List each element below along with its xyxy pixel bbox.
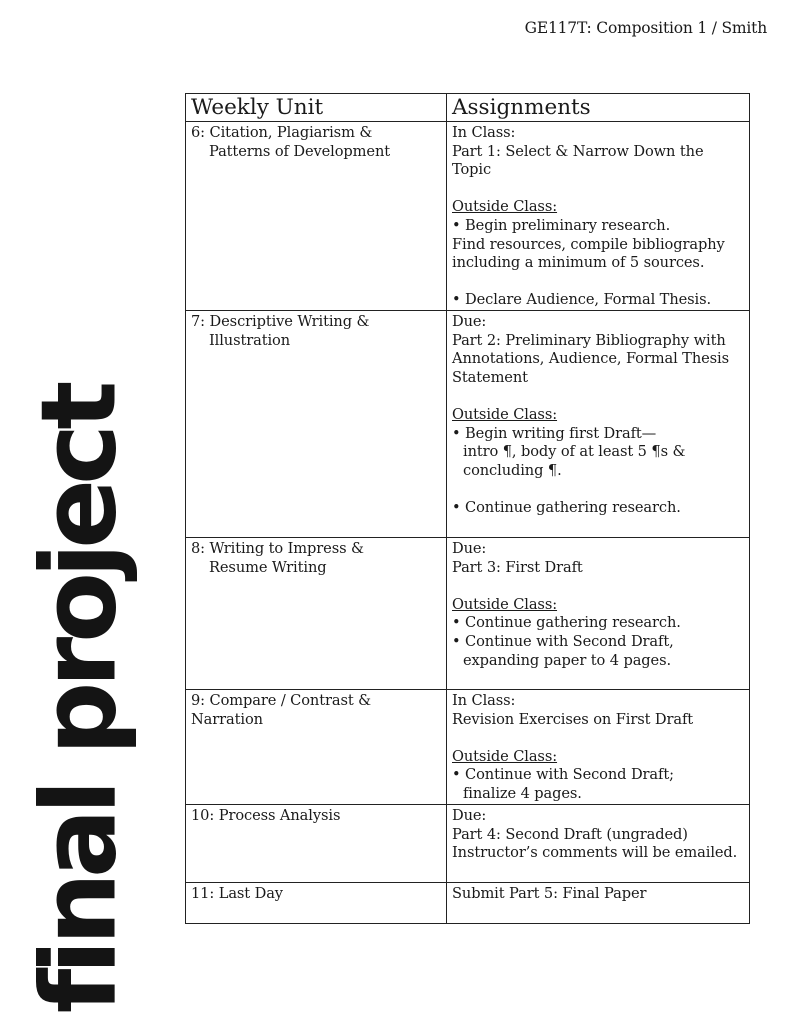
assignments-cell [447,882,750,923]
unit-line: 7: Descriptive Writing & [191,312,370,330]
assignment-line: Due: [452,539,487,557]
assignment-line: Submit Part 5: Final Paper [452,884,647,902]
assignment-line: Part 3: First Draft [452,558,583,576]
unit-line: Patterns of Development [209,142,391,160]
table-row [186,310,750,537]
outside-class-label: Outside Class: [452,747,558,765]
assignment-line: • Continue gathering research. [452,498,681,516]
unit-line: Resume Writing [209,558,327,576]
schedule-table [185,93,750,924]
side-title: final project [19,386,140,1014]
table-header-row [186,94,750,122]
assignment-line: Part 4: Second Draft (ungraded) [452,825,688,843]
column-header-weekly-unit: Weekly Unit [186,94,447,122]
weekly-unit-cell [186,804,447,882]
assignments-cell [447,689,750,804]
assignment-line: • Begin writing first Draft— [452,424,657,442]
unit-line: 11: Last Day [191,884,283,902]
weekly-unit-cell [186,882,447,923]
assignment-line: Part 2: Preliminary Bibliography with [452,331,726,349]
course-header: GE117T: Composition 1 / Smith [524,19,767,37]
table-row [186,122,750,311]
weekly-unit-cell [186,689,447,804]
assignment-line: • Begin preliminary research. [452,216,671,234]
assignments-cell [447,310,750,537]
assignment-line: • Declare Audience, Formal Thesis. [452,291,712,309]
outside-class-label: Outside Class: [452,198,558,216]
weekly-unit-cell [186,310,447,537]
unit-line: 8: Writing to Impress & [191,539,364,557]
weekly-unit-cell [186,537,447,689]
assignment-line: intro ¶, body of at least 5 ¶s & [463,443,686,461]
outside-class-label: Outside Class: [452,405,558,423]
unit-line: 9: Compare / Contrast & Narration [191,691,372,728]
assignment-line: Instructor’s comments will be emailed. [452,844,738,862]
assignment-line: • Continue gathering research. [452,614,681,632]
assignment-line: Due: [452,806,487,824]
assignments-cell [447,537,750,689]
table-row [186,804,750,882]
assignments-cell [447,122,750,311]
unit-line: 10: Process Analysis [191,806,341,824]
assignment-line: concluding ¶. [463,461,562,479]
assignment-line: finalize 4 pages. [463,784,582,802]
assignment-line: • Continue with Second Draft, [452,632,674,650]
weekly-unit-cell [186,122,447,311]
assignment-line: • Continue with Second Draft; [452,766,674,784]
assignment-line: including a minimum of 5 sources. [452,254,705,272]
assignment-line: Part 1: Select & Narrow Down the Topic [452,142,704,179]
assignment-line: expanding paper to 4 pages. [463,651,671,669]
column-header-assignments: Assignments [447,94,750,122]
unit-line: Illustration [209,331,291,349]
unit-line: 6: Citation, Plagiarism & [191,124,373,141]
assignment-line: In Class: [452,691,516,709]
table-row [186,537,750,689]
assignment-line: Find resources, compile bibliography [452,235,725,253]
assignment-line: Annotations, Audience, Formal Thesis [452,350,729,368]
assignment-line: Statement [452,368,528,386]
table-row [186,882,750,923]
outside-class-label: Outside Class: [452,595,558,613]
assignment-line: Due: [452,312,487,330]
assignment-line: Revision Exercises on First Draft [452,710,694,728]
assignment-line: In Class: [452,124,516,141]
assignments-cell [447,804,750,882]
table-row [186,689,750,804]
